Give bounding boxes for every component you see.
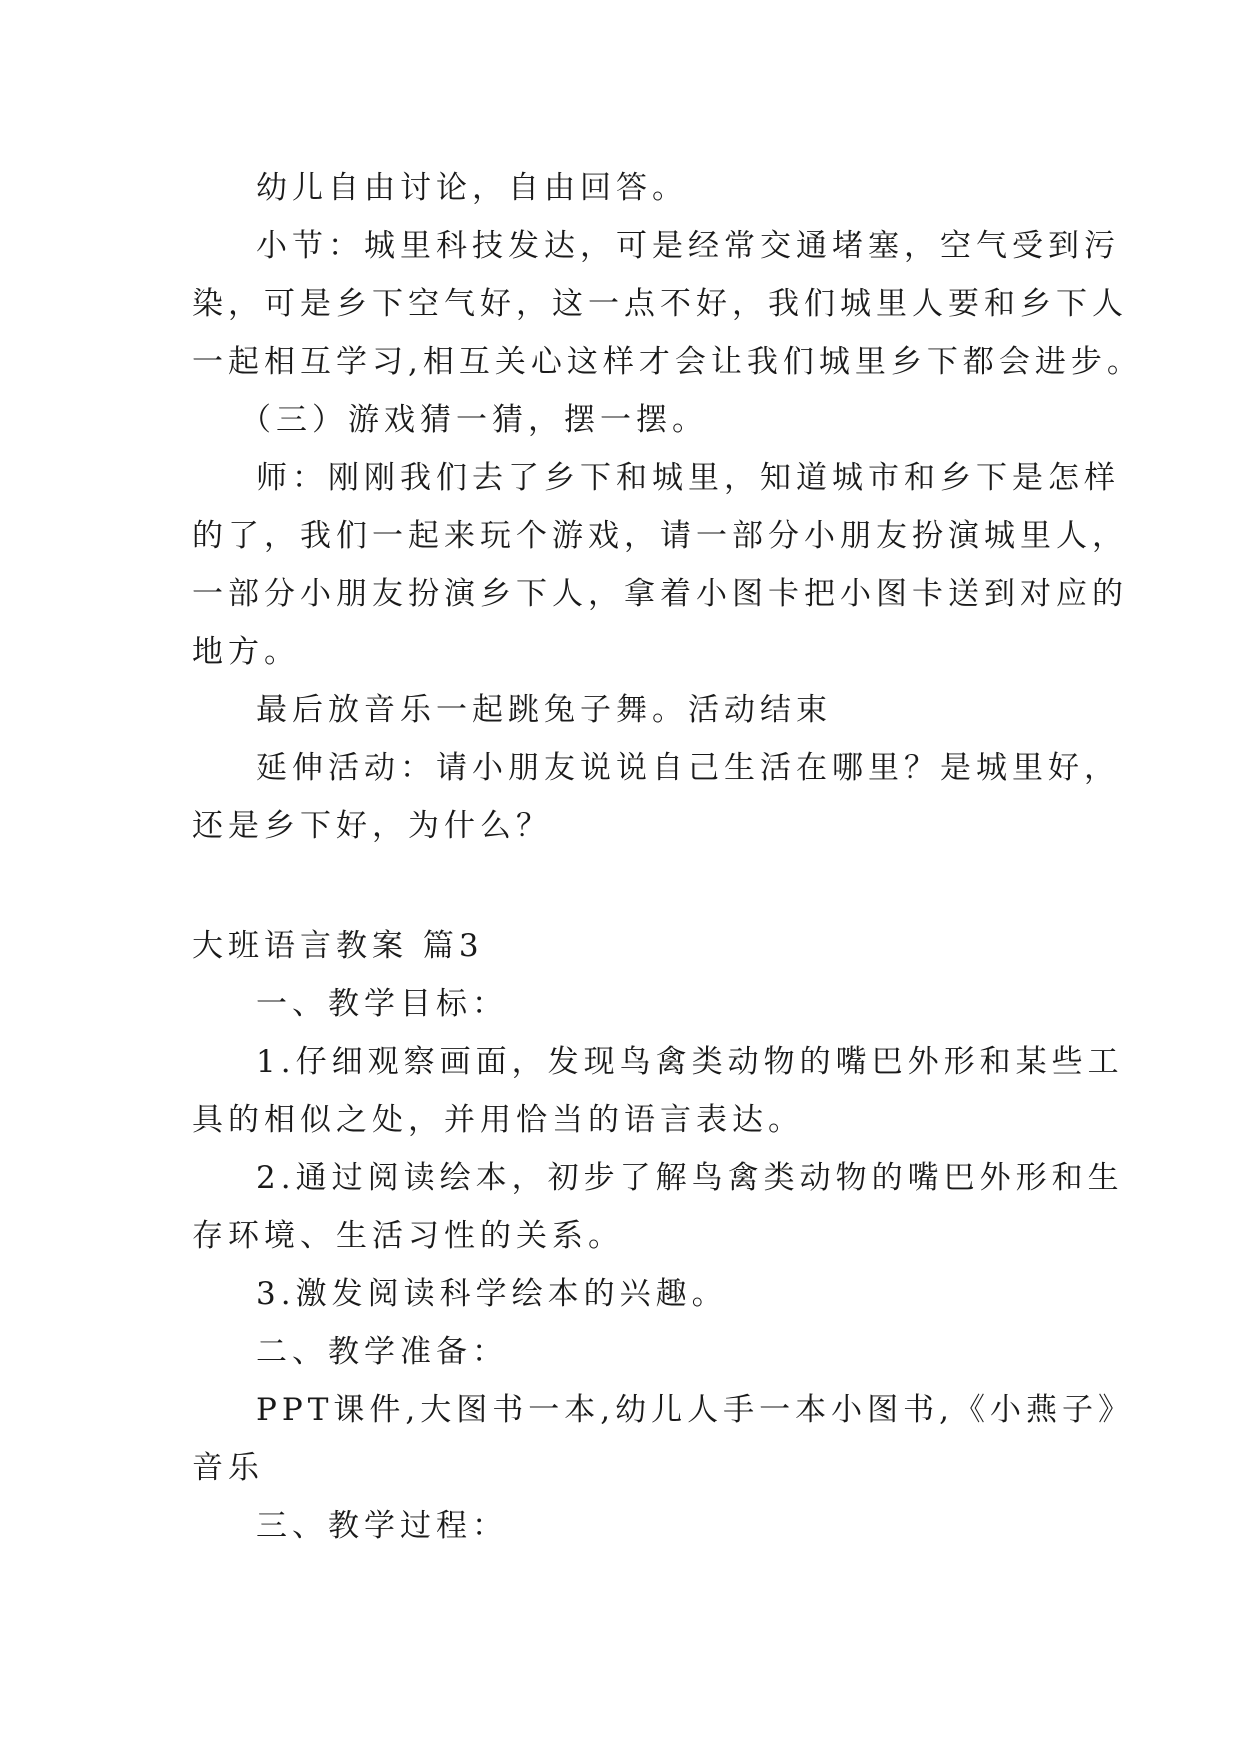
list-item: 3.激发阅读科学绘本的兴趣。 (256, 1276, 728, 1312)
section-heading: 二、教学准备： (256, 1334, 508, 1370)
paragraph-line: 最后放音乐一起跳兔子舞。活动结束 (256, 692, 832, 728)
paragraph-line: 的了，我们一起来玩个游戏，请一部分小朋友扮演城里人， (192, 518, 1128, 554)
paragraph-line: 幼儿自由讨论，自由回答。 (256, 170, 688, 206)
paragraph-line: 小节：城里科技发达，可是经常交通堵塞，空气受到污 (256, 228, 1120, 264)
list-item-continuation: 存环境、生活习性的关系。 (192, 1218, 624, 1254)
paragraph-line: PPT课件,大图书一本,幼儿人手一本小图书,《小燕子》 (256, 1392, 1134, 1428)
paragraph-line: 一部分小朋友扮演乡下人，拿着小图卡把小图卡送到对应的 (192, 576, 1128, 612)
paragraph-line: 一起相互学习,相互关心这样才会让我们城里乡下都会进步。 (192, 344, 1143, 380)
section-heading: 三、教学过程： (256, 1508, 508, 1544)
section-heading: 一、教学目标： (256, 986, 508, 1022)
list-item-continuation: 具的相似之处，并用恰当的语言表达。 (192, 1102, 804, 1138)
paragraph-line: 地方。 (192, 634, 300, 670)
paragraph-line: 还是乡下好，为什么？ (192, 808, 552, 844)
document-title: 大班语言教案 篇3 (192, 928, 484, 964)
paragraph-line: 染，可是乡下空气好，这一点不好，我们城里人要和乡下人 (192, 286, 1128, 322)
paragraph-line: 师：刚刚我们去了乡下和城里，知道城市和乡下是怎样 (256, 460, 1120, 496)
list-item: 2.通过阅读绘本，初步了解鸟禽类动物的嘴巴外形和生 (256, 1160, 1124, 1196)
list-item: 1.仔细观察画面，发现鸟禽类动物的嘴巴外形和某些工 (256, 1044, 1124, 1080)
section-heading: （三）游戏猜一猜，摆一摆。 (240, 402, 708, 438)
paragraph-line: 音乐 (192, 1450, 264, 1486)
paragraph-line: 延伸活动：请小朋友说说自己生活在哪里？是城里好， (256, 750, 1120, 786)
